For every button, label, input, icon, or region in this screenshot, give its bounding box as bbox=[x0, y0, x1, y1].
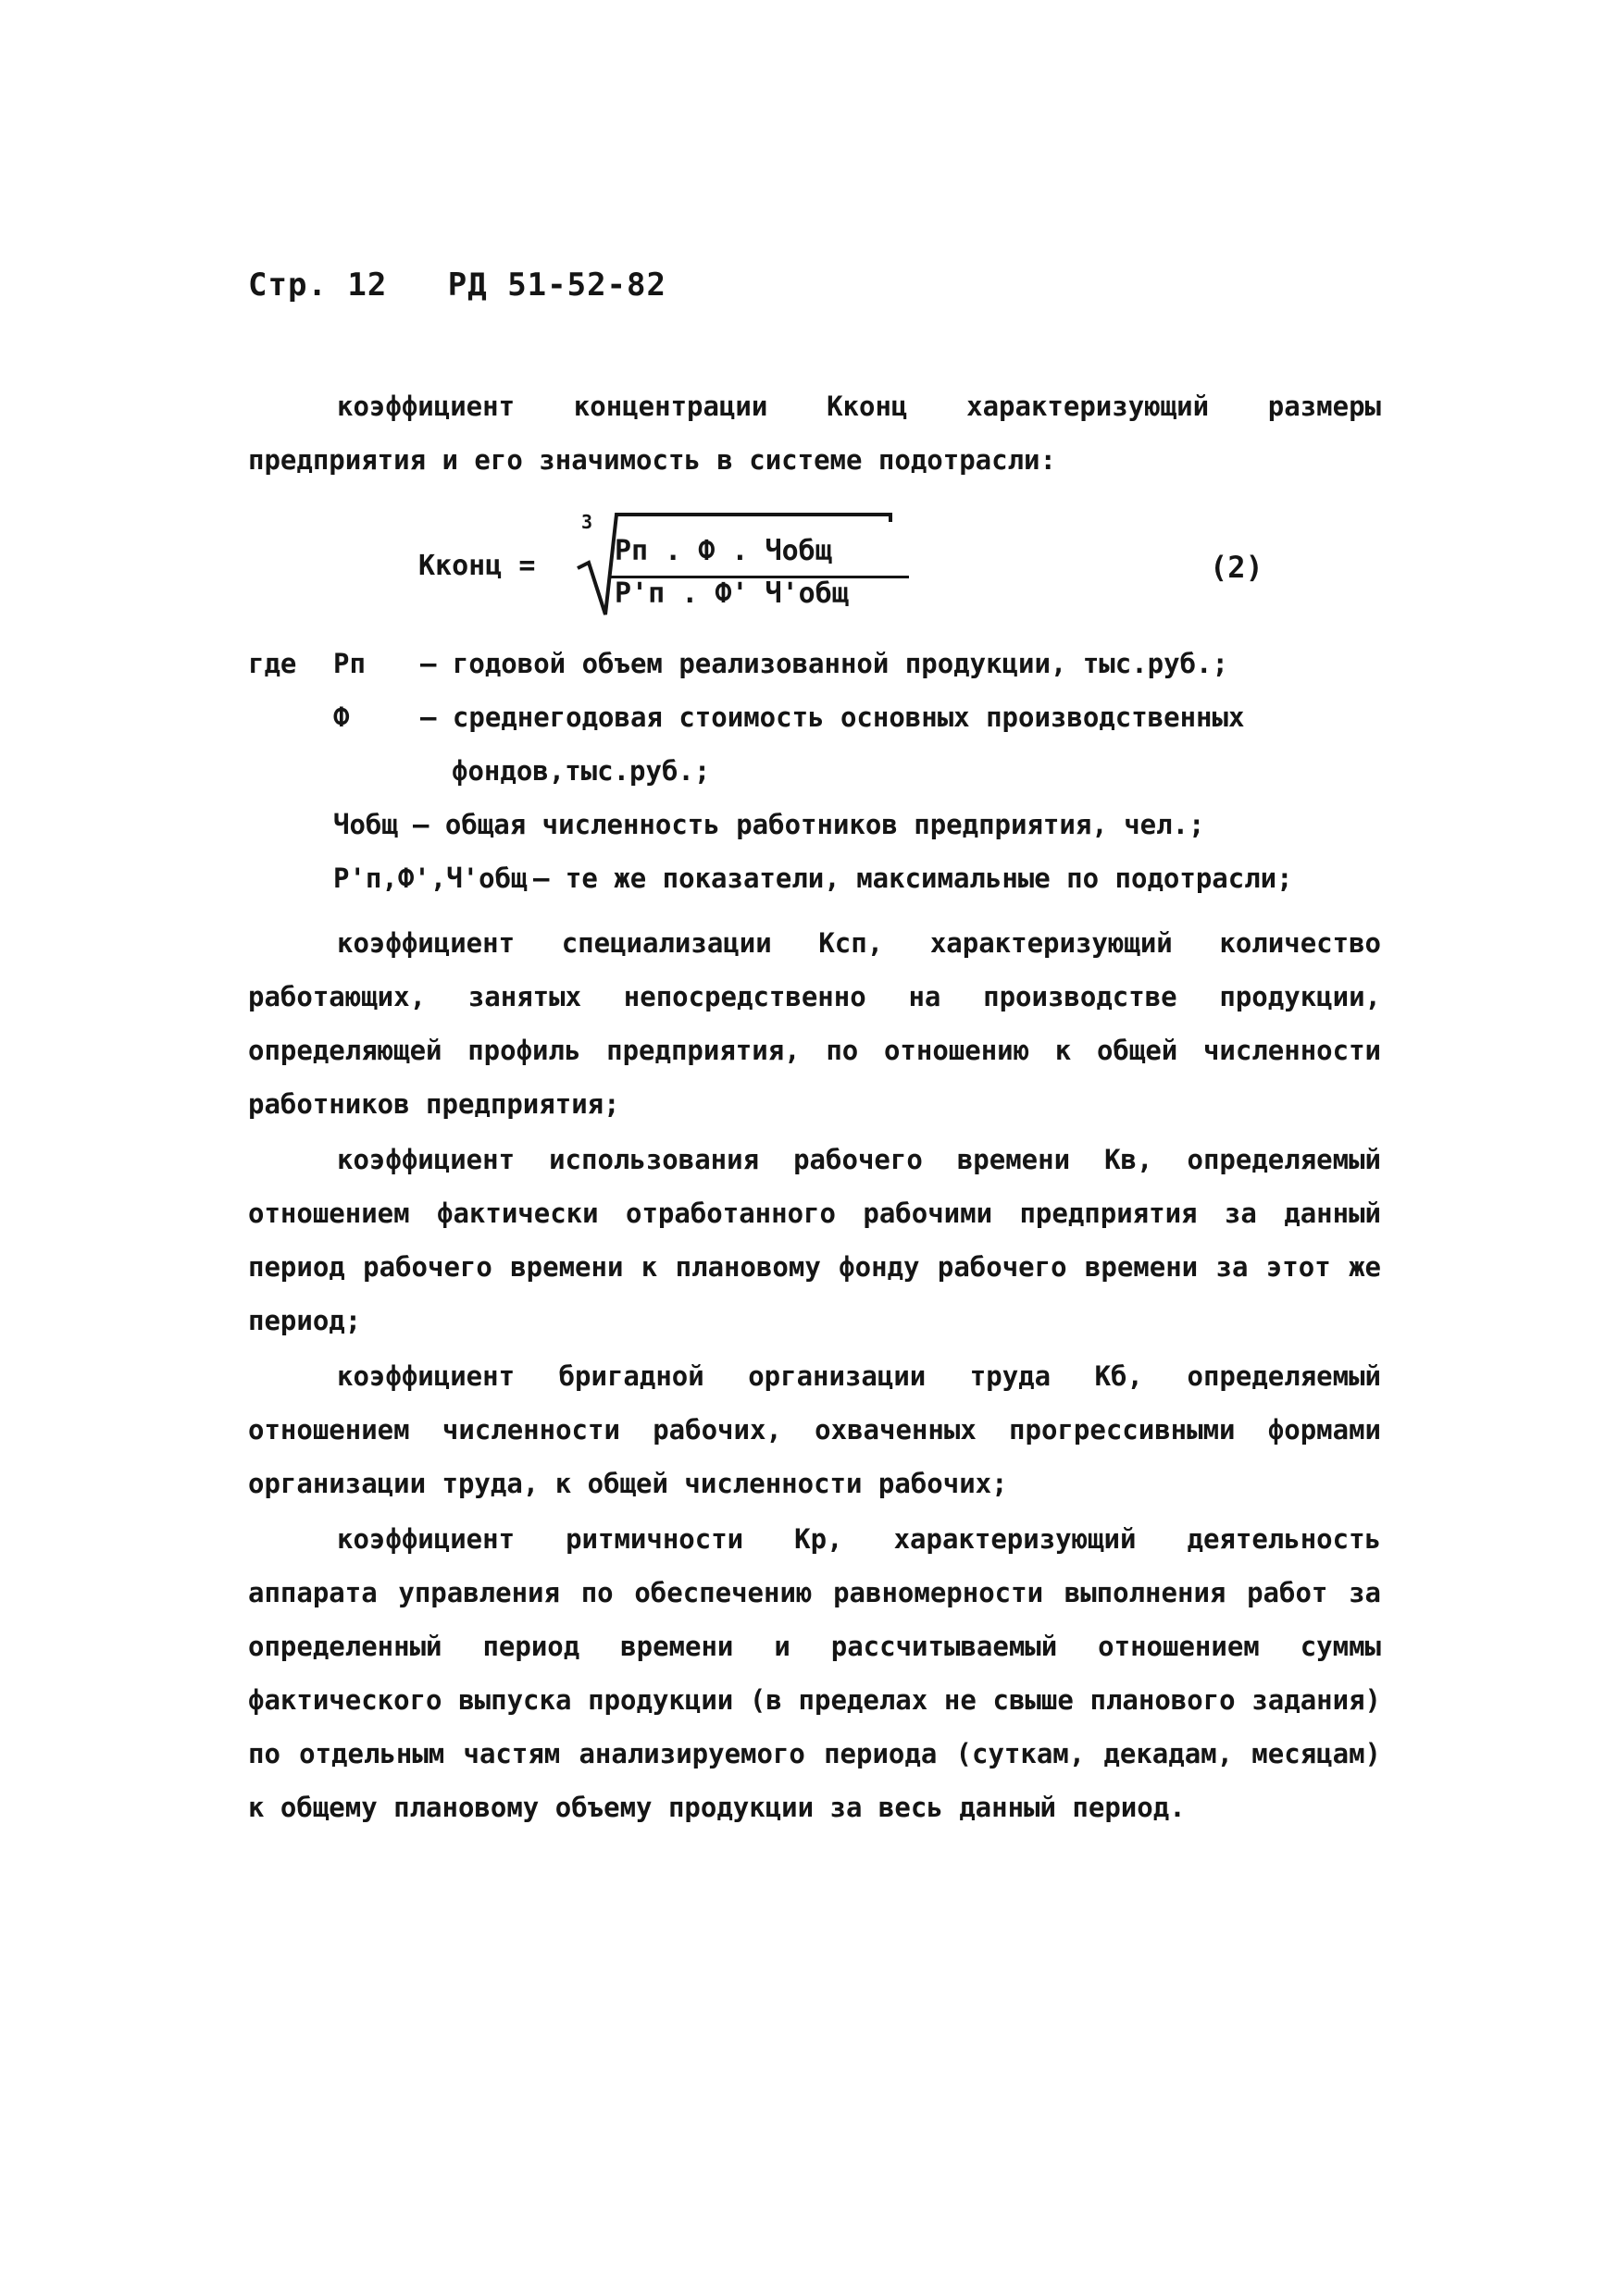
paragraph-rhythm bbox=[248, 1512, 1381, 1834]
paragraph-text: коэффициент использования рабочего времени Кв, определяемый отношением фактически отработанного рабочими предприятия за данный период рабочего времени к плановому фонду рабочего времени за этот же период; bbox=[248, 1144, 1381, 1336]
root-index: 3 bbox=[581, 511, 593, 533]
intro-text: коэффициент концентрации Кконц характеризующий размеры предприятия и его значимость в системе подотрасли: bbox=[248, 391, 1381, 476]
paragraph-text: коэффициент ритмичности Кр, характеризующий деятельность аппарата управления по обеспечению равномерности выполнения работ за определенный период времени и рассчитываемый отношением суммы фактического выпуска продукции (в пределах не свыше планового задания) по отдельным частям анализируемого периода (суткам, декадам, месяцам) к общему плановому объему продукции за весь данный период. bbox=[248, 1523, 1381, 1823]
formula-numerator: Рп . Ф . Чобщ bbox=[615, 535, 832, 567]
definition-text: – среднегодовая стоимость основных производственных bbox=[420, 701, 1245, 733]
formula-lhs: Кконц = bbox=[418, 550, 536, 582]
paragraph-text: коэффициент специализации Ксп, характеризующий количество работающих, занятых непосредственно на производстве продукции, определяющей профиль предприятия, по отношению к общей численности работников предприятия; bbox=[248, 927, 1381, 1120]
definition-symbol: Чобщ bbox=[333, 809, 398, 840]
paragraph-text: коэффициент бригадной организации труда Кб, определяемый отношением численности рабочих, охваченных прогрессивными формами организации труда, к общей численности рабочих; bbox=[248, 1360, 1381, 1499]
definition-continuation: фондов,тыс.руб.; bbox=[452, 755, 711, 787]
page-number: Стр. 12 bbox=[248, 267, 388, 304]
equation-number: (2) bbox=[1210, 550, 1263, 585]
page-header bbox=[248, 267, 707, 304]
paragraph-work-time bbox=[248, 1133, 1381, 1347]
document-code: РД 51-52-82 bbox=[447, 267, 666, 304]
definition-symbol: Рп bbox=[333, 648, 366, 679]
formula-denominator: Р'п . Ф' Ч'общ bbox=[615, 577, 849, 610]
where-label: где bbox=[248, 648, 297, 679]
definition-text: – общая численность работников предприятия, чел.; bbox=[413, 809, 1205, 840]
paragraph-specialization bbox=[248, 916, 1381, 1131]
formula-2 bbox=[418, 498, 1307, 618]
definition-text: – те же показатели, максимальные по подотрасли; bbox=[533, 863, 1293, 894]
paragraph-brigade bbox=[248, 1349, 1381, 1510]
definition-symbol: Р'п,Ф',Ч'общ bbox=[333, 863, 528, 894]
definition-text: – годовой объем реализованной продукции, тыс.руб.; bbox=[420, 648, 1228, 679]
intro-paragraph bbox=[248, 379, 1381, 487]
definition-symbol: Ф bbox=[333, 701, 350, 733]
